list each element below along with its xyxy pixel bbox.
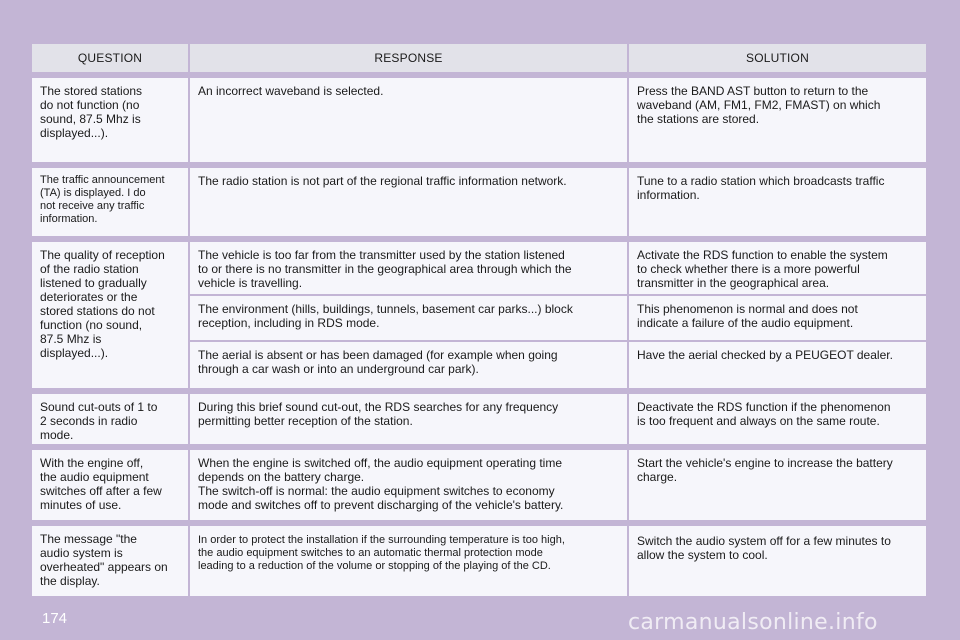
response-cell: The radio station is not part of the regional traffic information network. — [190, 168, 627, 236]
question-cell: The message "the audio system is overheated" appears on the display. — [32, 526, 188, 596]
question-cell: The quality of reception of the radio station listened to gradually deteriorates or the stored stations do not function (no sound, 87.5 Mhz is displayed...). — [32, 242, 188, 388]
solution-cell: Activate the RDS function to enable the system to check whether there is a more powerful transmitter in the geographical area. — [629, 242, 926, 294]
watermark: carmanualsonline.info — [628, 610, 878, 635]
response-cell: In order to protect the installation if the surrounding temperature is too high, the audio equipment switches to an automatic thermal protection mode leading to a reduction of the volume or stopping of the playing of the CD. — [190, 526, 627, 596]
header-question: QUESTION — [32, 44, 188, 72]
question-cell: The traffic announcement (TA) is displayed. I do not receive any traffic information. — [32, 168, 188, 236]
response-cell: The environment (hills, buildings, tunnels, basement car parks...) block reception, including in RDS mode. — [190, 296, 627, 340]
solution-cell: Press the BAND AST button to return to the waveband (AM, FM1, FM2, FMAST) on which the stations are stored. — [629, 78, 926, 162]
response-cell: During this brief sound cut-out, the RDS searches for any frequency permitting better reception of the station. — [190, 394, 627, 444]
question-cell: The stored stations do not function (no sound, 87.5 Mhz is displayed...). — [32, 78, 188, 162]
troubleshooting-table — [32, 44, 926, 596]
header-response: RESPONSE — [190, 44, 627, 72]
solution-cell: Tune to a radio station which broadcasts traffic information. — [629, 168, 926, 236]
solution-cell: Start the vehicle's engine to increase the battery charge. — [629, 450, 926, 520]
solution-cell: This phenomenon is normal and does not indicate a failure of the audio equipment. — [629, 296, 926, 340]
solution-cell: Deactivate the RDS function if the phenomenon is too frequent and always on the same route. — [629, 394, 926, 444]
response-cell: The aerial is absent or has been damaged (for example when going through a car wash or into an underground car park). — [190, 342, 627, 388]
page-number: 174 — [42, 610, 68, 627]
response-cell: An incorrect waveband is selected. — [190, 78, 627, 162]
question-cell: With the engine off, the audio equipment switches off after a few minutes of use. — [32, 450, 188, 520]
solution-cell: Have the aerial checked by a PEUGEOT dealer. — [629, 342, 926, 388]
solution-cell: Switch the audio system off for a few minutes to allow the system to cool. — [629, 526, 926, 596]
header-solution: SOLUTION — [629, 44, 926, 72]
response-cell: The vehicle is too far from the transmitter used by the station listened to or there is no transmitter in the geographical area through which the vehicle is travelling. — [190, 242, 627, 294]
question-cell: Sound cut-outs of 1 to 2 seconds in radio mode. — [32, 394, 188, 444]
response-cell: When the engine is switched off, the audio equipment operating time depends on the battery charge. The switch-off is normal: the audio equipment switches to economy mode and switches off to prevent discharging of the vehicle's battery. — [190, 450, 627, 520]
